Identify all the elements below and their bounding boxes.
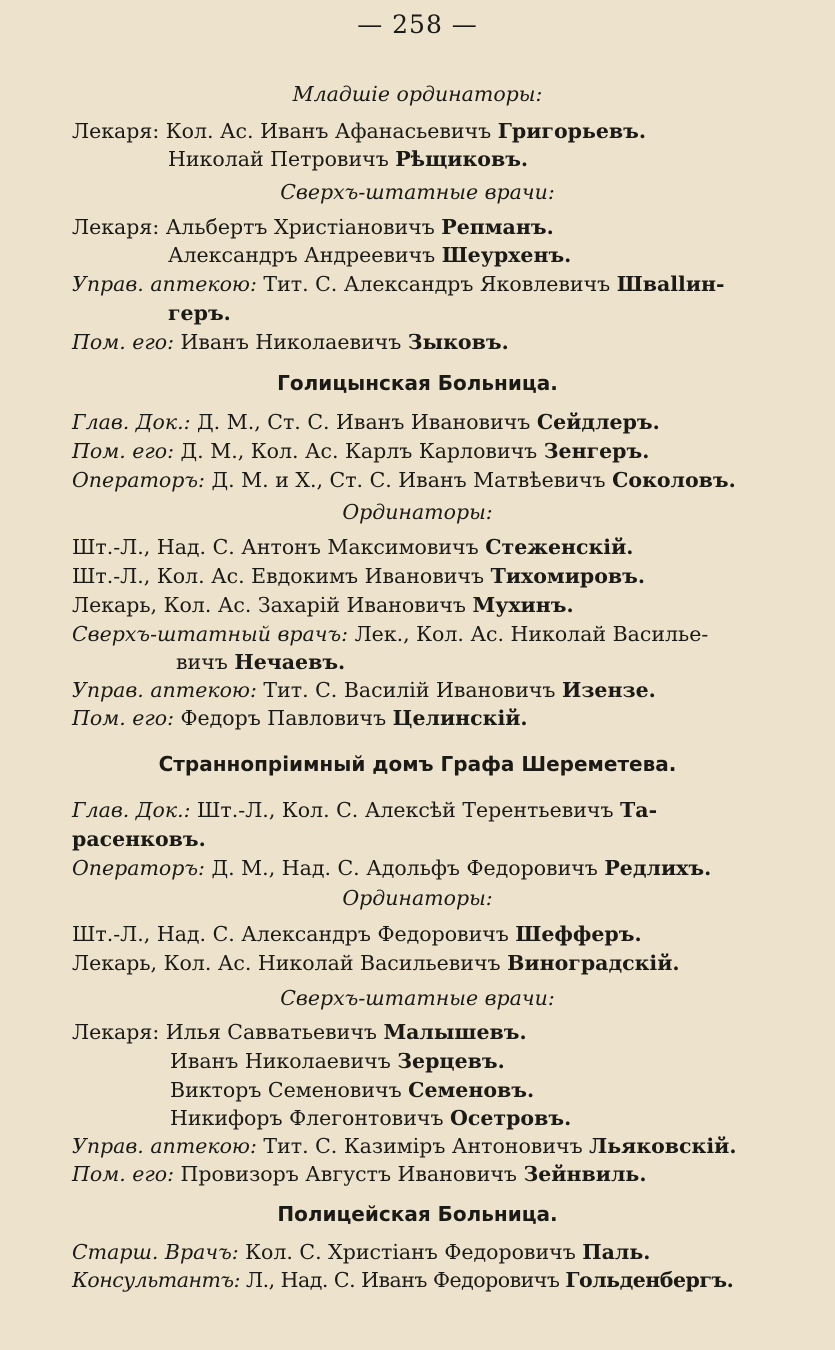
- line-text: Шт.-Л., Над. С. Антонъ Максимовичъ: [72, 535, 486, 559]
- text-line: [72, 854, 812, 882]
- line-label: Старш. Врачъ:: [72, 1240, 239, 1264]
- text-line: [72, 1160, 812, 1188]
- line-text: Тит. С. Александръ Яковлевичъ: [256, 272, 617, 296]
- line-text: Викторъ Семеновичъ: [170, 1078, 409, 1102]
- section-title: Ординаторы:: [342, 500, 493, 524]
- line-text: Иванъ Николаевичъ: [170, 1049, 398, 1073]
- person-name: Зыковъ.: [407, 330, 509, 354]
- person-name: Осетровъ.: [450, 1106, 572, 1130]
- text-line: [168, 241, 808, 269]
- text-line: [72, 796, 812, 824]
- page-number: — 258 —: [357, 10, 478, 39]
- person-name: Изензе.: [561, 678, 656, 702]
- text-line: [72, 533, 812, 561]
- line-text: Тит. С. Василiй Ивановичъ: [256, 678, 562, 702]
- person-name: Мухинъ.: [472, 593, 574, 617]
- person-name: Паль.: [582, 1240, 651, 1264]
- text-line: [168, 299, 808, 327]
- line-text: вичъ: [176, 650, 235, 674]
- text-line: [72, 920, 812, 948]
- institution-heading: Голицынская Больница.: [277, 371, 558, 395]
- text-line: [72, 825, 812, 853]
- person-name: Семеновъ.: [408, 1078, 535, 1102]
- person-name: Тихомировъ.: [490, 564, 646, 588]
- line-label: Лекаря:: [72, 215, 160, 239]
- person-name: геръ.: [168, 301, 231, 325]
- text-line: [72, 1238, 812, 1266]
- section-title: Ординаторы:: [342, 886, 493, 910]
- line-text: Илья Савватьевичъ: [159, 1020, 384, 1044]
- line-text: Л., Над. С. Иванъ Федоровичъ: [239, 1268, 566, 1292]
- person-name: Зерцевъ.: [397, 1049, 505, 1073]
- line-text: Александръ Андреевичъ: [168, 243, 442, 267]
- line-text: Лекарь, Кол. Ас. Захарiй Ивановичъ: [72, 593, 473, 617]
- section-title: Сверхъ-штатные врачи:: [280, 986, 555, 1010]
- text-line: [72, 949, 812, 977]
- section-title: Младшiе ординаторы:: [292, 82, 543, 106]
- section-title: Сверхъ-штатные врачи:: [280, 180, 555, 204]
- person-name: Шеурхенъ.: [441, 243, 572, 267]
- person-name: Рѣщиковъ.: [395, 147, 529, 171]
- line-label: Пом. его:: [72, 706, 174, 730]
- line-text: Кол. С. Христiанъ Федоровичъ: [238, 1240, 583, 1264]
- line-text: Шт.-Л., Кол. Ас. Евдокимъ Ивановичъ: [72, 564, 491, 588]
- line-label: Управ. аптекою:: [72, 272, 257, 296]
- line-label: Пом. его:: [72, 330, 174, 354]
- line-label: Глав. Док.:: [72, 798, 191, 822]
- line-text: Альбертъ Христiановичъ: [159, 215, 442, 239]
- line-text: Шт.-Л., Кол. С. Алексѣй Терентьевичъ: [190, 798, 621, 822]
- text-line: [72, 676, 812, 704]
- text-line: [72, 328, 812, 356]
- line-text: Д. М., Ст. С. Иванъ Ивановичъ: [190, 410, 537, 434]
- text-line: [72, 1018, 812, 1046]
- line-text: Никифоръ Флегонтовичъ: [170, 1106, 451, 1130]
- line-label: Пом. его:: [72, 439, 174, 463]
- line-label: Лекаря:: [72, 119, 160, 143]
- person-name: Целинскiй.: [392, 706, 528, 730]
- text-line: [72, 591, 812, 619]
- person-name: Швallин-: [616, 272, 725, 296]
- person-name: Льяковскiй.: [589, 1134, 737, 1158]
- line-text: Д. М., Над. С. Адольфъ Федоровичъ: [204, 856, 605, 880]
- line-text: Шт.-Л., Над. С. Александръ Федоровичъ: [72, 922, 516, 946]
- person-name: Та-: [620, 798, 658, 822]
- person-name: Шефферъ.: [515, 922, 642, 946]
- person-name: Виноградскiй.: [507, 951, 680, 975]
- person-name: Соколовъ.: [612, 468, 736, 492]
- text-line: [72, 117, 812, 145]
- text-line: [168, 145, 808, 173]
- text-line: [170, 1104, 810, 1132]
- line-text: Федоръ Павловичъ: [174, 706, 393, 730]
- line-text: Лекарь, Кол. Ас. Николай Васильевичъ: [72, 951, 508, 975]
- line-label: Глав. Док.:: [72, 410, 191, 434]
- line-text: Иванъ Николаевичъ: [174, 330, 408, 354]
- line-text: Лек., Кол. Ас. Николай Василье-: [348, 622, 709, 646]
- line-label: Сверхъ-штатный врачъ:: [72, 622, 349, 646]
- person-name: Малышевъ.: [383, 1020, 527, 1044]
- text-line: [170, 1076, 810, 1104]
- person-name: Григорьевъ.: [497, 119, 647, 143]
- text-line: [170, 1047, 810, 1075]
- text-line: [72, 466, 812, 494]
- line-label: Операторъ:: [72, 468, 205, 492]
- person-name: Стеженскiй.: [485, 535, 634, 559]
- institution-heading: Полицейская Больница.: [277, 1202, 558, 1226]
- line-label: Пом. его:: [72, 1162, 174, 1186]
- line-label: Операторъ:: [72, 856, 205, 880]
- line-text: Николай Петровичъ: [168, 147, 396, 171]
- line-text: Тит. С. Казимiръ Антоновичъ: [256, 1134, 590, 1158]
- line-text: Д. М., Кол. Ас. Карлъ Карловичъ: [174, 439, 544, 463]
- text-line: [72, 437, 812, 465]
- person-name: Репманъ.: [441, 215, 554, 239]
- line-text: Д. М. и Х., Ст. С. Иванъ Матвѣевичъ: [204, 468, 613, 492]
- text-line: [176, 648, 816, 676]
- institution-heading: Страннопрiимный домъ Графа Шереметева.: [158, 752, 677, 776]
- person-name: Зенгеръ.: [543, 439, 650, 463]
- text-line: [72, 270, 812, 298]
- person-name: Редлихъ.: [604, 856, 712, 880]
- line-label: Управ. аптекою:: [72, 1134, 257, 1158]
- text-line: [72, 1132, 812, 1160]
- line-label: Консультантъ:: [72, 1268, 240, 1292]
- text-line: [72, 620, 812, 648]
- line-text: Кол. Ас. Иванъ Афанасьевичъ: [159, 119, 498, 143]
- text-line: [72, 213, 812, 241]
- person-name: Гольденбергъ.: [565, 1268, 734, 1292]
- line-label: Лекаря:: [72, 1020, 160, 1044]
- person-name: расенковъ.: [72, 827, 206, 851]
- line-label: Управ. аптекою:: [72, 678, 257, 702]
- line-text: Провизоръ Августъ Ивановичъ: [174, 1162, 524, 1186]
- text-line: [72, 562, 812, 590]
- text-line: [72, 408, 812, 436]
- person-name: Зейнвиль.: [523, 1162, 647, 1186]
- person-name: Сейдлеръ.: [536, 410, 660, 434]
- text-line: [72, 1266, 812, 1294]
- text-line: [72, 704, 812, 732]
- person-name: Нечаевъ.: [234, 650, 346, 674]
